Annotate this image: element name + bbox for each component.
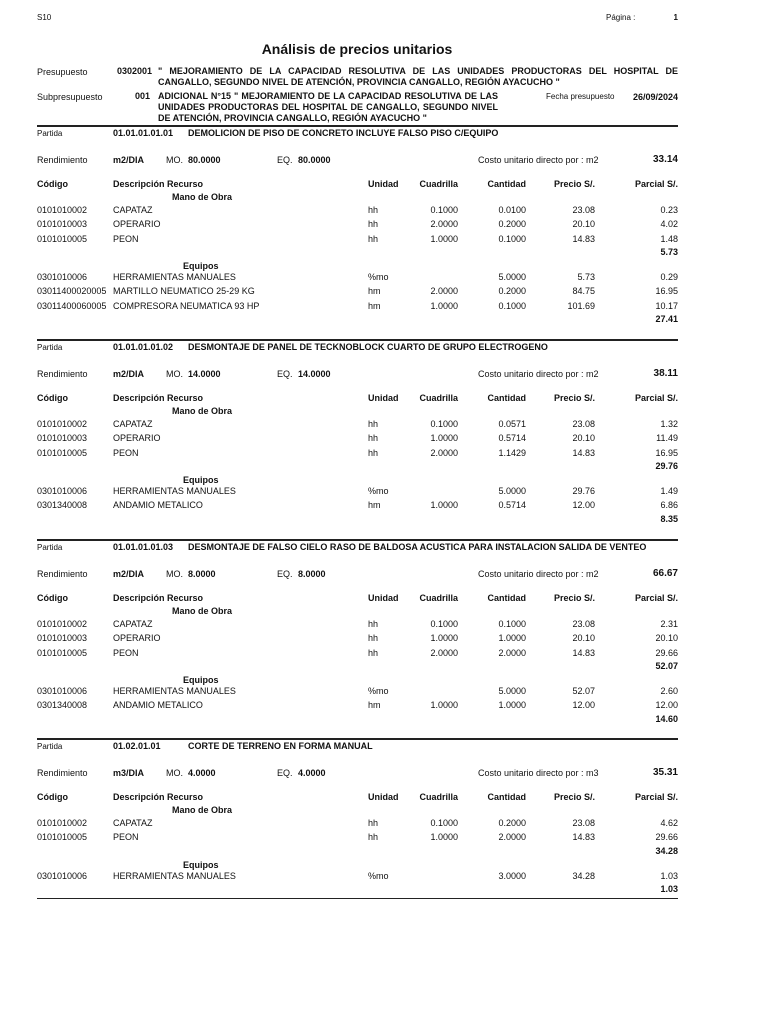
partida-description: CORTE DE TERRENO EN FORMA MANUAL: [188, 741, 373, 751]
resource-precio: 101.69: [567, 300, 595, 311]
resource-code: 0101010002: [37, 205, 88, 215]
resource-unit: hh: [368, 233, 379, 244]
eq-label: EQ.: [277, 369, 293, 379]
resource-cuadrilla: 2.0000: [430, 447, 458, 458]
resource-unit: hh: [368, 419, 379, 429]
col-header-parcial: Parcial S/.: [634, 792, 678, 802]
col-header-descripcion: Descripción Recurso: [113, 393, 204, 403]
col-header-codigo: Código: [37, 593, 68, 603]
resource-description: ANDAMIO METALICO: [113, 500, 203, 511]
col-header-parcial: Parcial S/.: [634, 593, 678, 603]
col-header-cuadrilla: Cuadrilla: [419, 393, 458, 403]
mo-label: MO.: [166, 155, 183, 165]
resource-parcial: 1.03: [660, 870, 678, 881]
resource-code: 0101010003: [37, 433, 88, 444]
mo-label: MO.: [166, 369, 183, 379]
col-header-unidad: Unidad: [368, 179, 399, 189]
rendimiento-label: Rendimiento: [37, 768, 88, 778]
resource-parcial: 29.66: [655, 647, 678, 658]
partida-description: DEMOLICION DE PISO DE CONCRETO INCLUYE FALSO PISO C/EQUIPO: [188, 128, 499, 138]
separator-line: [37, 738, 678, 740]
resource-cantidad: 3.0000: [498, 870, 526, 881]
presupuesto-text: " MEJORAMIENTO DE LA CAPACIDAD RESOLUTIVA DE LAS UNIDADES PRODUCTORAS DEL HOSPITAL DE CANGALLO, SEGUNDO NIVEL DE ATENCIÓN, PROVINCIA CANGALLO, REGIÓN AYACUCHO ": [158, 66, 678, 87]
resource-parcial: 29.66: [655, 832, 678, 843]
resource-unit: hh: [368, 647, 379, 658]
costo-value: 35.31: [652, 767, 678, 778]
report-code: S10: [37, 13, 52, 22]
resource-description: HERRAMIENTAS MANUALES: [113, 485, 236, 496]
resource-cantidad: 0.2000: [498, 219, 526, 230]
page-title: Análisis de precios unitarios: [261, 41, 453, 57]
mo-label: MO.: [166, 768, 183, 778]
resource-cuadrilla: 1.0000: [430, 832, 458, 843]
subpresupuesto-label: Subpresupuesto: [37, 92, 103, 102]
resource-unit: hm: [368, 500, 381, 511]
resource-precio: 14.83: [572, 832, 595, 843]
resource-code: 0101010002: [37, 419, 88, 429]
eq-value: 14.0000: [298, 369, 331, 379]
resource-cuadrilla: 1.0000: [430, 300, 458, 311]
costo-label: Costo unitario directo por : m2: [478, 155, 599, 165]
resource-description: COMPRESORA NEUMATICA 93 HP: [113, 300, 260, 311]
resource-description: ANDAMIO METALICO: [113, 700, 203, 711]
col-header-precio: Precio S/.: [553, 393, 595, 403]
resource-precio: 12.00: [572, 700, 595, 711]
col-header-parcial: Parcial S/.: [634, 179, 678, 189]
resource-cuadrilla: 0.1000: [430, 818, 458, 828]
col-header-descripcion: Descripción Recurso: [113, 593, 204, 603]
equipos-total: 27.41: [655, 313, 678, 324]
resource-unit: %mo: [368, 485, 389, 496]
eq-value: 80.0000: [298, 155, 331, 165]
resource-description: OPERARIO: [113, 433, 161, 444]
resource-unit: hh: [368, 832, 379, 843]
resource-code: 0101010005: [37, 832, 88, 843]
eq-label: EQ.: [277, 155, 293, 165]
col-header-cantidad: Cantidad: [487, 792, 526, 802]
resource-code: 0301010006: [37, 870, 88, 881]
resource-precio: 20.10: [572, 433, 595, 444]
col-header-cuadrilla: Cuadrilla: [419, 792, 458, 802]
resource-code: 0101010005: [37, 233, 88, 244]
resource-precio: 14.83: [572, 447, 595, 458]
costo-label: Costo unitario directo por : m2: [478, 569, 599, 579]
partida-label: Partida: [37, 129, 63, 138]
mo-value: 4.0000: [188, 768, 216, 778]
resource-unit: hh: [368, 205, 379, 215]
partida-label: Partida: [37, 343, 63, 352]
eq-value: 8.0000: [298, 569, 326, 579]
resource-code: 0101010005: [37, 447, 88, 458]
rendimiento-label: Rendimiento: [37, 155, 88, 165]
col-header-cantidad: Cantidad: [487, 593, 526, 603]
rendimiento-label: Rendimiento: [37, 369, 88, 379]
col-header-parcial: Parcial S/.: [634, 393, 678, 403]
resource-cantidad: 0.1000: [498, 300, 526, 311]
resource-unit: hm: [368, 300, 381, 311]
resource-code: 0101010002: [37, 619, 88, 629]
presupuesto-code: 0302001: [117, 66, 153, 76]
resource-cuadrilla: 1.0000: [430, 633, 458, 644]
resource-cantidad: 0.1000: [498, 233, 526, 244]
mano-obra-total: 52.07: [655, 660, 678, 671]
mo-value: 8.0000: [188, 569, 216, 579]
resource-parcial: 1.49: [660, 485, 678, 496]
resource-parcial: 1.32: [660, 419, 678, 429]
col-header-precio: Precio S/.: [553, 792, 595, 802]
resource-precio: 12.00: [572, 500, 595, 511]
presupuesto-label: Presupuesto: [37, 67, 88, 77]
col-header-cantidad: Cantidad: [487, 393, 526, 403]
resource-precio: 14.83: [572, 647, 595, 658]
col-header-unidad: Unidad: [368, 393, 399, 403]
resource-code: 03011400060005: [37, 300, 107, 311]
resource-precio: 23.08: [572, 619, 595, 629]
fecha-label: Fecha presupuesto: [546, 92, 615, 101]
partida-code: 01.01.01.01.03: [113, 542, 174, 552]
resource-parcial: 20.10: [655, 633, 678, 644]
resource-precio: 23.08: [572, 818, 595, 828]
resource-parcial: 6.86: [660, 500, 678, 511]
resource-code: 0301340008: [37, 500, 88, 511]
resource-description: OPERARIO: [113, 219, 161, 230]
resource-cantidad: 1.0000: [498, 633, 526, 644]
rendimiento-unit: m3/DIA: [113, 768, 145, 778]
costo-value: 33.14: [652, 154, 678, 165]
resource-unit: hh: [368, 433, 379, 444]
resource-cantidad: 0.0100: [498, 205, 526, 215]
group-label-equipos: Equipos: [183, 859, 219, 870]
resource-parcial: 4.02: [660, 219, 678, 230]
resource-parcial: 12.00: [655, 700, 678, 711]
resource-cantidad: 0.5714: [498, 500, 526, 511]
resource-precio: 29.76: [572, 485, 595, 496]
resource-description: CAPATAZ: [113, 818, 153, 828]
separator-line: [37, 539, 678, 541]
resource-code: 0101010003: [37, 219, 88, 230]
resource-cuadrilla: 2.0000: [430, 219, 458, 230]
resource-cantidad: 0.0571: [498, 419, 526, 429]
separator-line: [37, 898, 678, 899]
resource-unit: %mo: [368, 685, 389, 696]
resource-code: 03011400020005: [37, 286, 107, 297]
partida-description: DESMONTAJE DE FALSO CIELO RASO DE BALDOSA ACUSTICA PARA INSTALACION SALIDA DE VENTEO: [188, 542, 647, 552]
resource-description: HERRAMIENTAS MANUALES: [113, 870, 236, 881]
mano-obra-total: 34.28: [655, 845, 678, 856]
resource-cuadrilla: 1.0000: [430, 433, 458, 444]
resource-description: MARTILLO NEUMATICO 25-29 KG: [113, 286, 255, 297]
page-number: 1: [673, 13, 678, 22]
group-label-mano-obra: Mano de Obra: [172, 606, 233, 616]
resource-precio: 20.10: [572, 633, 595, 644]
resource-parcial: 10.17: [655, 300, 678, 311]
col-header-unidad: Unidad: [368, 792, 399, 802]
resource-code: 0301340008: [37, 700, 88, 711]
resource-parcial: 0.29: [660, 271, 678, 282]
resource-code: 0301010006: [37, 685, 88, 696]
resource-precio: 5.73: [577, 271, 595, 282]
group-label-equipos: Equipos: [183, 674, 219, 685]
col-header-codigo: Código: [37, 792, 68, 802]
resource-description: HERRAMIENTAS MANUALES: [113, 685, 236, 696]
resource-parcial: 11.49: [656, 433, 678, 444]
resource-code: 0301010006: [37, 271, 88, 282]
resource-cantidad: 2.0000: [498, 832, 526, 843]
partida-code: 01.02.01.01: [113, 741, 161, 751]
resource-cantidad: 1.1429: [498, 447, 526, 458]
equipos-total: 14.60: [655, 713, 678, 724]
resource-code: 0301010006: [37, 485, 88, 496]
resource-description: HERRAMIENTAS MANUALES: [113, 271, 236, 282]
resource-precio: 34.28: [572, 870, 595, 881]
rendimiento-unit: m2/DIA: [113, 569, 145, 579]
eq-value: 4.0000: [298, 768, 326, 778]
resource-cantidad: 5.0000: [498, 271, 526, 282]
col-header-codigo: Código: [37, 179, 68, 189]
resource-description: PEON: [113, 233, 139, 244]
resource-unit: hm: [368, 286, 381, 297]
partida-label: Partida: [37, 742, 63, 751]
group-label-mano-obra: Mano de Obra: [172, 406, 233, 416]
resource-cantidad: 0.2000: [498, 818, 526, 828]
col-header-cuadrilla: Cuadrilla: [419, 593, 458, 603]
resource-cuadrilla: 0.1000: [430, 205, 458, 215]
resource-unit: hh: [368, 818, 379, 828]
eq-label: EQ.: [277, 768, 293, 778]
col-header-precio: Precio S/.: [553, 179, 595, 189]
resource-code: 0101010003: [37, 633, 88, 644]
equipos-total: 1.03: [660, 883, 678, 894]
page-label: Página :: [606, 13, 636, 22]
resource-code: 0101010005: [37, 647, 88, 658]
mano-obra-total: 29.76: [655, 460, 678, 471]
costo-value: 38.11: [653, 368, 678, 379]
resource-precio: 23.08: [572, 419, 595, 429]
resource-description: OPERARIO: [113, 633, 161, 644]
partida-description: DESMONTAJE DE PANEL DE TECKNOBLOCK CUARTO DE GRUPO ELECTROGENO: [188, 342, 548, 352]
col-header-cantidad: Cantidad: [487, 179, 526, 189]
resource-cantidad: 1.0000: [498, 700, 526, 711]
resource-cantidad: 0.1000: [498, 619, 526, 629]
costo-value: 66.67: [652, 568, 678, 579]
rendimiento-label: Rendimiento: [37, 569, 88, 579]
mo-label: MO.: [166, 569, 183, 579]
resource-cuadrilla: 2.0000: [430, 286, 458, 297]
resource-unit: hh: [368, 219, 379, 230]
resource-cuadrilla: 1.0000: [430, 233, 458, 244]
fecha-value: 26/09/2024: [632, 92, 678, 102]
resource-unit: hh: [368, 447, 379, 458]
resource-parcial: 16.95: [655, 447, 678, 458]
resource-cuadrilla: 1.0000: [430, 500, 458, 511]
resource-precio: 84.75: [572, 286, 595, 297]
resource-precio: 14.83: [572, 233, 595, 244]
resource-precio: 23.08: [572, 205, 595, 215]
resource-cantidad: 2.0000: [498, 647, 526, 658]
mo-value: 80.0000: [188, 155, 221, 165]
col-header-descripcion: Descripción Recurso: [113, 179, 204, 189]
eq-label: EQ.: [277, 569, 293, 579]
partida-label: Partida: [37, 543, 63, 552]
resource-precio: 20.10: [572, 219, 595, 230]
resource-unit: hh: [368, 619, 379, 629]
resource-cuadrilla: 0.1000: [430, 419, 458, 429]
col-header-precio: Precio S/.: [553, 593, 595, 603]
resource-unit: hh: [368, 633, 379, 644]
col-header-descripcion: Descripción Recurso: [113, 792, 204, 802]
resource-description: CAPATAZ: [113, 419, 153, 429]
resource-cantidad: 0.5714: [498, 433, 526, 444]
rendimiento-unit: m2/DIA: [113, 369, 145, 379]
resource-cantidad: 5.0000: [498, 685, 526, 696]
col-header-cuadrilla: Cuadrilla: [419, 179, 458, 189]
partida-code: 01.01.01.01.01: [113, 128, 174, 138]
resource-description: PEON: [113, 447, 139, 458]
mano-obra-total: 5.73: [660, 246, 678, 257]
resource-parcial: 2.60: [660, 685, 678, 696]
resource-cuadrilla: 2.0000: [430, 647, 458, 658]
resource-description: CAPATAZ: [113, 205, 153, 215]
group-label-mano-obra: Mano de Obra: [172, 192, 233, 202]
resource-unit: %mo: [368, 870, 389, 881]
resource-unit: hm: [368, 700, 381, 711]
mo-value: 14.0000: [188, 369, 221, 379]
resource-parcial: 2.31: [660, 619, 678, 629]
resource-precio: 52.07: [572, 685, 595, 696]
resource-cantidad: 5.0000: [498, 485, 526, 496]
col-header-unidad: Unidad: [368, 593, 399, 603]
resource-parcial: 16.95: [655, 286, 678, 297]
costo-label: Costo unitario directo por : m3: [478, 768, 599, 778]
group-label-equipos: Equipos: [183, 260, 219, 271]
costo-label: Costo unitario directo por : m2: [478, 369, 599, 379]
resource-unit: %mo: [368, 271, 389, 282]
resource-description: PEON: [113, 647, 139, 658]
resource-cantidad: 0.2000: [498, 286, 526, 297]
resource-cuadrilla: 1.0000: [430, 700, 458, 711]
col-header-codigo: Código: [37, 393, 68, 403]
resource-parcial: 4.62: [660, 818, 678, 828]
group-label-mano-obra: Mano de Obra: [172, 805, 233, 815]
group-label-equipos: Equipos: [183, 474, 219, 485]
equipos-total: 8.35: [660, 513, 678, 524]
resource-parcial: 0.23: [660, 205, 678, 215]
subpresupuesto-code: 001: [135, 91, 151, 101]
partida-code: 01.01.01.01.02: [113, 342, 174, 352]
separator-line: [37, 339, 678, 341]
separator-line: [37, 125, 678, 127]
resource-description: PEON: [113, 832, 139, 843]
resource-cuadrilla: 0.1000: [430, 619, 458, 629]
resource-parcial: 1.48: [660, 233, 678, 244]
resource-description: CAPATAZ: [113, 619, 153, 629]
rendimiento-unit: m2/DIA: [113, 155, 145, 165]
resource-code: 0101010002: [37, 818, 88, 828]
subpresupuesto-text: ADICIONAL N°15 " MEJORAMIENTO DE LA CAPACIDAD RESOLUTIVA DE LAS UNIDADES PRODUCTORAS DEL HOSPITAL DE CANGALLO, SEGUNDO NIVEL DE ATENCIÓN, PROVINCIA CANGALLO, REGIÓN AYACUCHO ": [158, 91, 498, 123]
